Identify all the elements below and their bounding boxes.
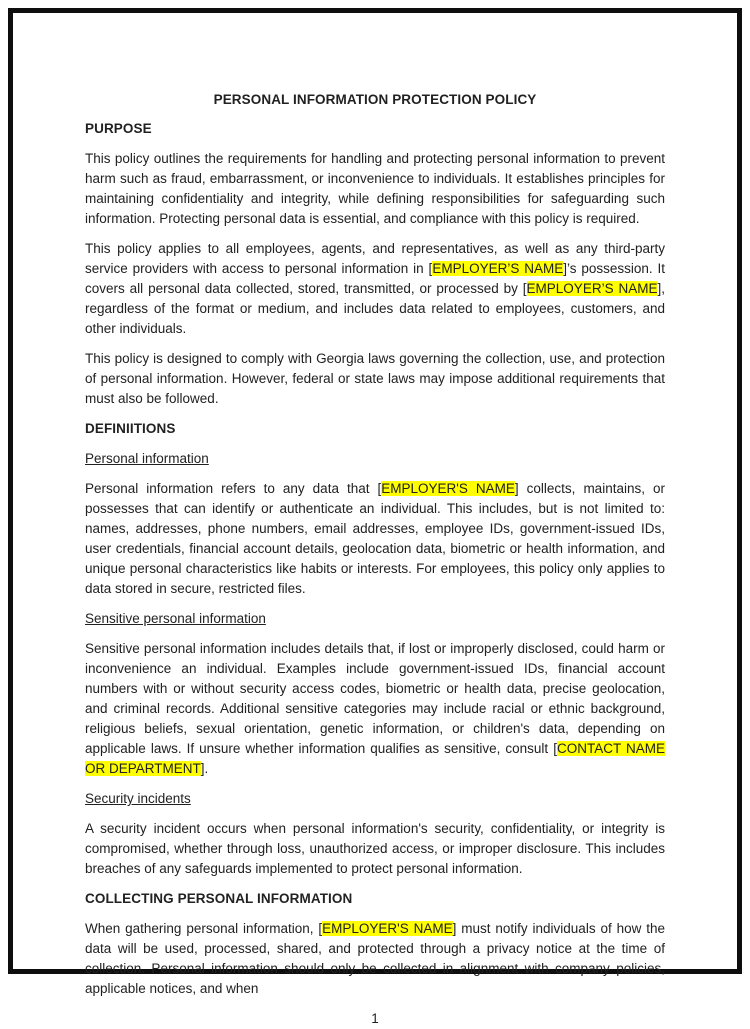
highlighted-placeholder: EMPLOYER'S NAME: [322, 921, 453, 936]
sensitive-personal-information-paragraph: Sensitive personal information includes details that, if lost or improperly disclosed, could harm or inconvenience an individual. Examples include government-issued IDs, financial account numbers with or without security access codes, biometric or health data, precise geolocation, and criminal records. Additional sensitive categories may include racial or ethnic background, religious beliefs, sexual orientation, genetic information, or children's data, depending on applicable laws. If unsure whether information qualifies as sensitive, consult [CONTACT NAME OR DEPARTMENT].: [85, 641, 665, 776]
purpose-paragraph-2: This policy applies to all employees, agents, and representatives, as well as any third-party service providers with access to personal information in [EMPLOYER’S NAME]’s possession. It covers all personal data collected, stored, transmitted, or processed by [EMPLOYER’S NAME], regardless of the format or medium, and includes data related to employees, customers, and other individuals.: [85, 241, 665, 336]
document-title: PERSONAL INFORMATION PROTECTION POLICY: [213, 92, 537, 107]
highlighted-placeholder: EMPLOYER’S NAME: [526, 281, 658, 296]
page-number: 1: [371, 1011, 379, 1026]
personal-information-paragraph: Personal information refers to any data that [EMPLOYER'S NAME] collects, maintains, or possesses that can identify or authenticate an individual. This includes, but is not limited to: names, addresses, phone numbers, email addresses, employee IDs, government-issued IDs, user credentials, financial account details, geolocation data, biometric or health information, and unique personal characteristics like habits or interests. For employees, this policy only applies to data stored in secure, restricted files.: [85, 481, 665, 596]
purpose-heading: PURPOSE: [85, 121, 152, 136]
document-page: [26, 26, 724, 1026]
highlighted-placeholder: EMPLOYER'S NAME: [381, 481, 515, 496]
purpose-paragraph-1: This policy outlines the requirements for handling and protecting personal information to prevent harm such as fraud, embarrassment, or inconvenience to individuals. It establishes principles for maintaining confidentiality and integrity, while defining responsibilities for safeguarding such information. Protecting personal data is essential, and compliance with this policy is required.: [85, 151, 665, 226]
highlighted-placeholder: CONTACT NAME OR DEPARTMENT: [85, 741, 665, 776]
security-incidents-subheading: Security incidents: [85, 791, 191, 806]
definitions-heading: DEFINIITIONS: [85, 421, 176, 436]
page-frame: [8, 8, 742, 1026]
personal-information-subheading: Personal information: [85, 451, 209, 466]
security-incidents-paragraph: A security incident occurs when personal information's security, confidentiality, or integrity is compromised, whether through loss, unauthorized access, or improper disclosure. This includes breaches of any safeguards implemented to protect personal information.: [85, 821, 665, 876]
purpose-paragraph-3: This policy is designed to comply with Georgia laws governing the collection, use, and protection of personal information. However, federal or state laws may impose additional requirements that must also be followed.: [85, 351, 665, 406]
collecting-paragraph-1: When gathering personal information, [EMPLOYER'S NAME] must notify individuals of how the data will be used, processed, shared, and protected through a privacy notice at the time of collection. Personal information should only be collected in alignment with company policies, applicable notices, and when: [85, 921, 665, 996]
sensitive-personal-information-subheading: Sensitive personal information: [85, 611, 266, 626]
collecting-heading: COLLECTING PERSONAL INFORMATION: [85, 891, 353, 906]
highlighted-placeholder: EMPLOYER’S NAME: [432, 261, 564, 276]
